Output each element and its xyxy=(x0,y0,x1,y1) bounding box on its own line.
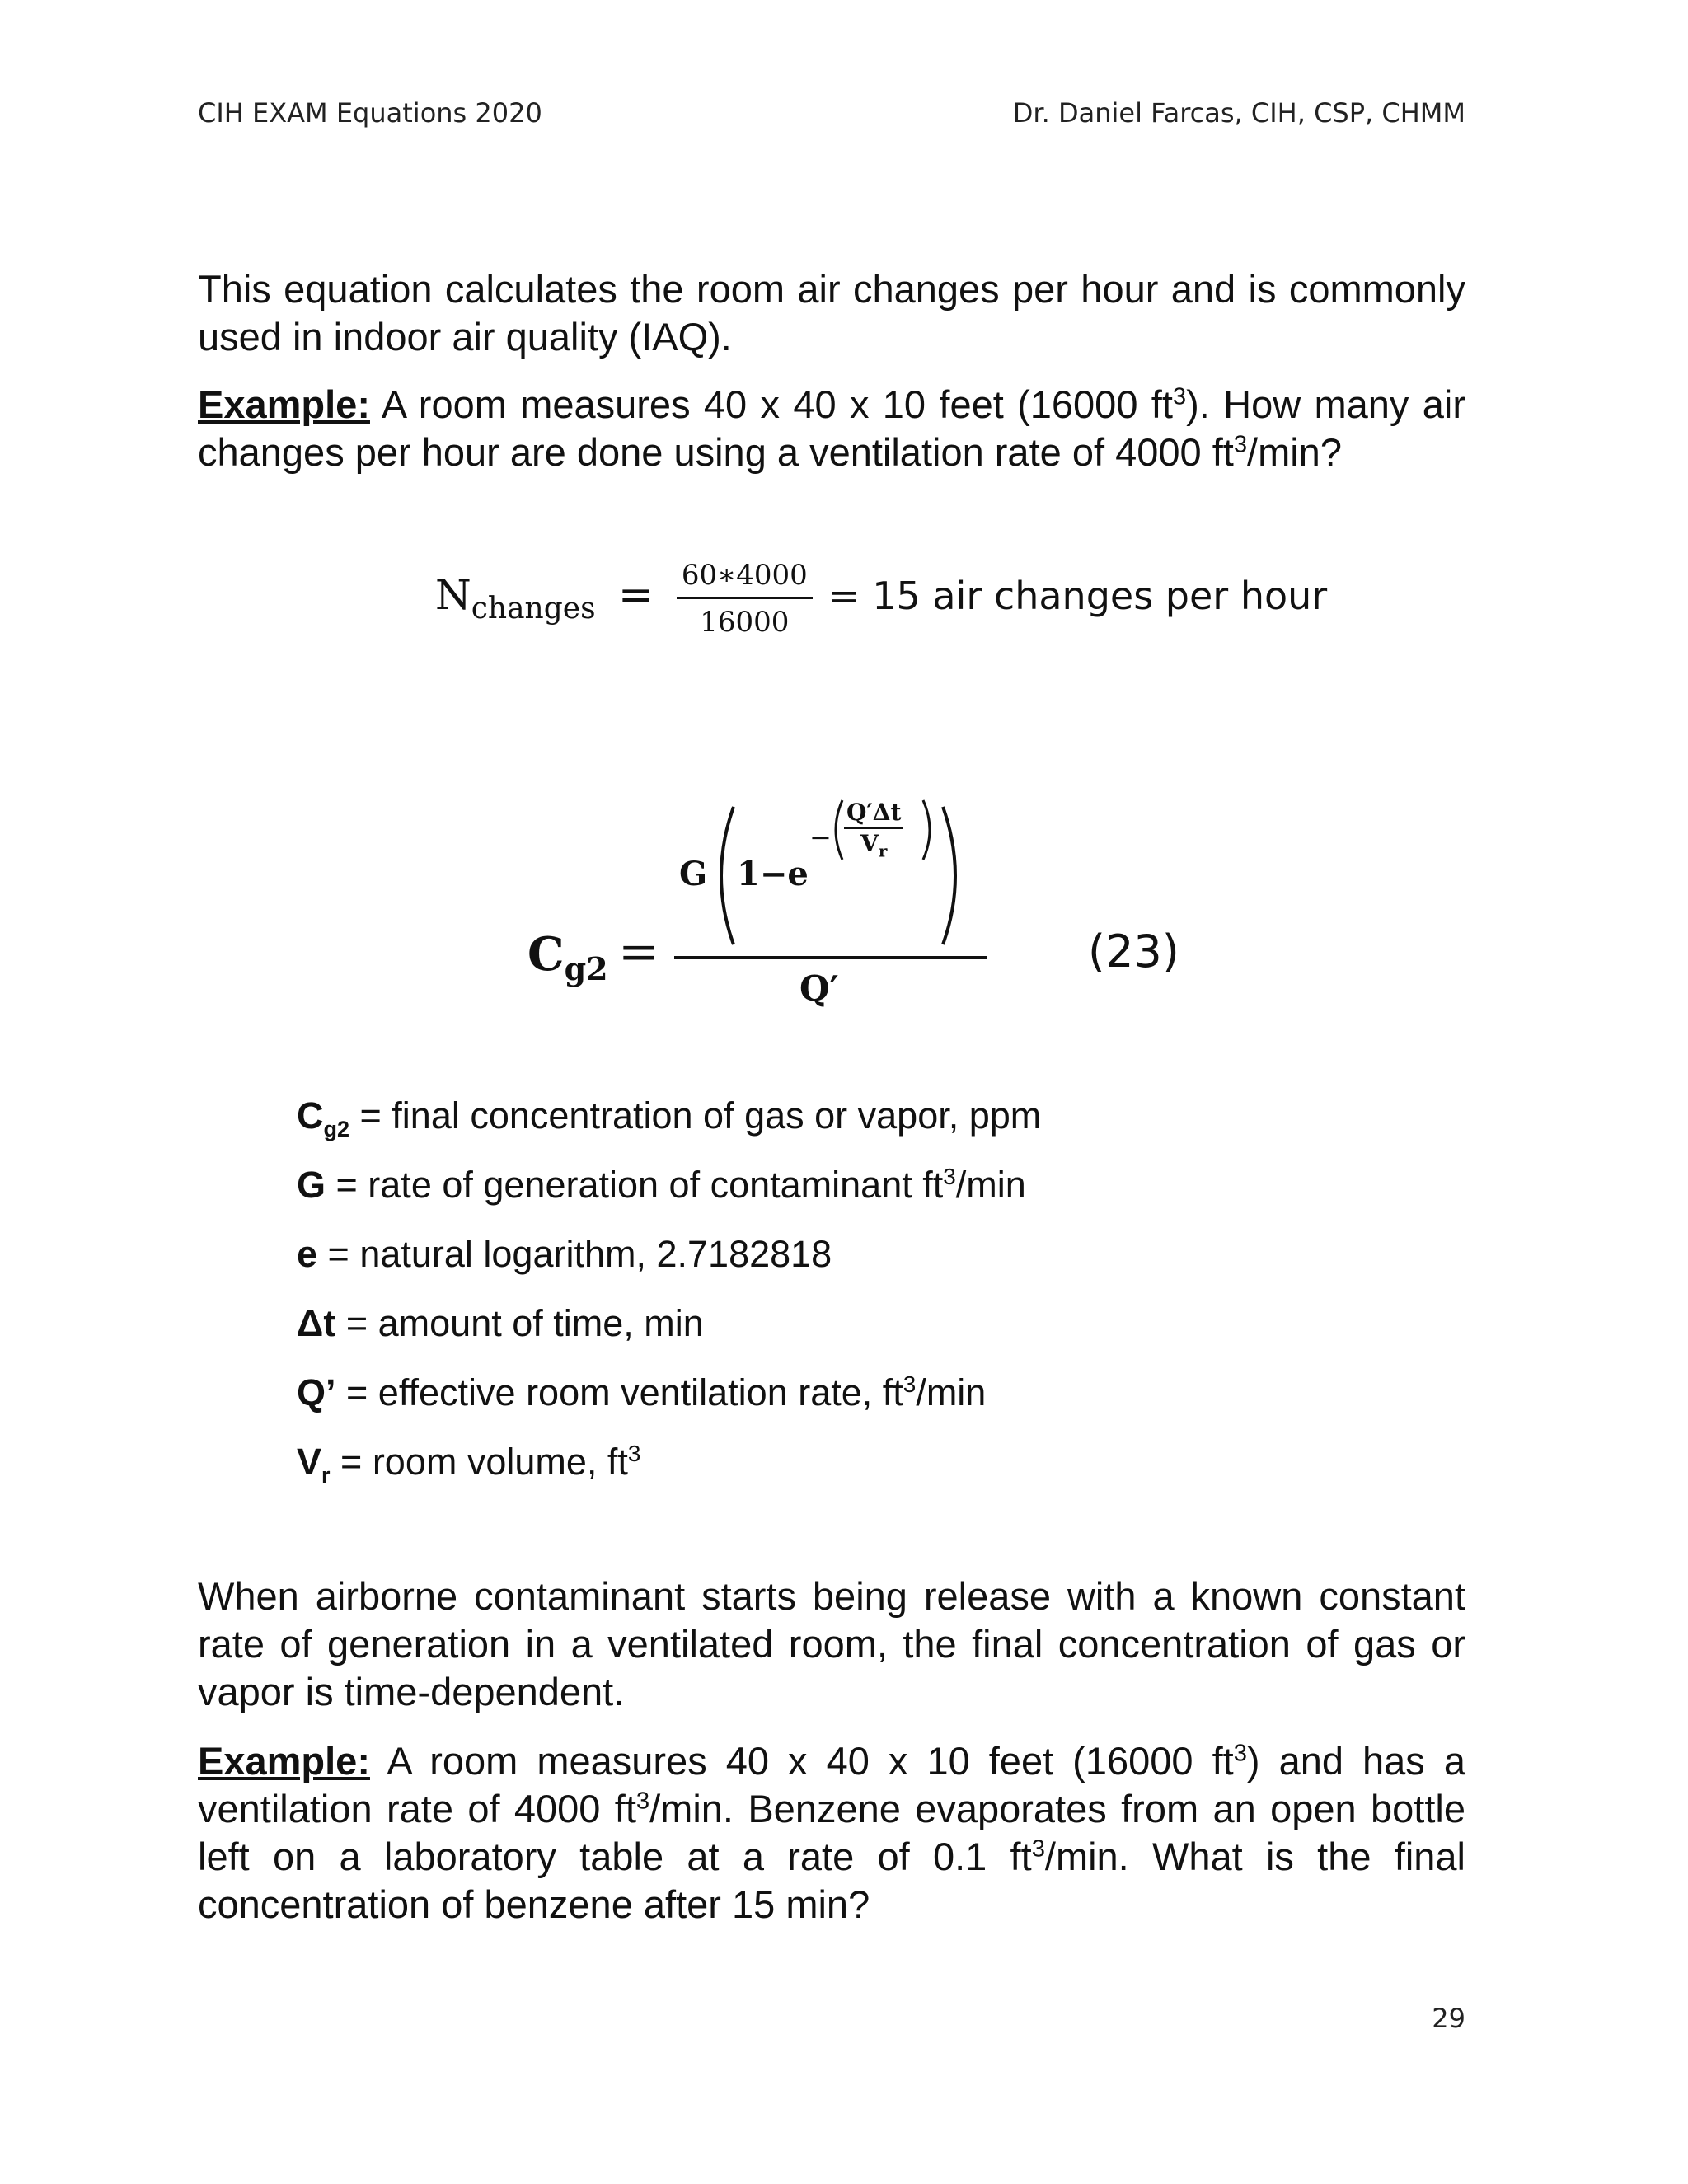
eq23-lhs: $C_{g2}$ xyxy=(528,927,608,988)
variable-q-prime: Q’ = effective room ventilation rate, $ft^3/\min$ xyxy=(297,1371,987,1413)
example-2: Example: A room measures 40 x 40 x 10 feet (16000 $ft^3$) and has a ventilation rate of 4000 $ft^3/\min$. Benzene evaporates from an open bottle left on a laboratory table at a rate of 0.1 $ft^3/\min$. What is the final concentration of benzene after 15 min? xyxy=(198,1739,1466,1926)
variable-g: G = rate of generation of contaminant $ft^3/\min$ xyxy=(297,1164,1026,1206)
eq1-lhs: $N_{changes}$ xyxy=(435,571,596,626)
header-title: CIH EXAM Equations 2020 xyxy=(198,97,542,129)
left-paren-icon xyxy=(706,804,738,948)
page-number: 29 xyxy=(1432,2003,1465,2034)
exp-right-paren-icon xyxy=(920,799,938,861)
variable-e: e = natural logarithm, 2.7182818 xyxy=(297,1233,832,1275)
eq23-exponent-fraction: Q′Δt $V_r$ xyxy=(844,799,903,861)
eq1-fraction: $\frac{60∗4000}{16000}$ xyxy=(677,559,813,639)
exp-left-paren-icon xyxy=(828,799,846,861)
second-paragraph: When airborne contaminant starts being release with a known constant rate of generation in a ventilated room, the final concentration of gas or vapor is time-dependent. xyxy=(198,1574,1465,1713)
equation-23: $C_{g2}$ = G 1−e − Q′Δt $V_r$ Q′ (23) xyxy=(528,795,1253,1034)
eq23-numerator: G 1−e − Q′Δt $V_r$ xyxy=(676,795,981,952)
eq1-result: = 15 air changes per hour xyxy=(828,574,1328,619)
example-label: Example: xyxy=(198,382,370,426)
eq23-denominator: Q′ xyxy=(799,968,839,1009)
equation-air-changes: $N_{changes}$ = $\frac{60∗4000}{16000}$ = 15 air changes per hour xyxy=(435,559,1328,639)
eq23-fraction-bar xyxy=(674,956,987,959)
header-author: Dr. Daniel Farcas, CIH, CSP, CHMM xyxy=(1012,97,1465,129)
equation-number: (23) xyxy=(1088,926,1179,977)
variable-delta-t: Δt = amount of time, min xyxy=(297,1302,704,1344)
variable-cg2: $C_{g2}$ = final concentration of gas or vapor, ppm xyxy=(297,1094,1042,1141)
intro-paragraph: This equation calculates the room air changes per hour and is commonly used in indoor air quality (IAQ). xyxy=(198,267,1465,359)
variable-vr: $V_r$ = room volume, $ft^3$ xyxy=(297,1441,641,1488)
example-label: Example: xyxy=(198,1739,370,1783)
right-paren-icon xyxy=(938,804,971,948)
example-1: Example: A room measures 40 x 40 x 10 feet (16000 $ft^3$). How many air changes per hour are done using a ventilation rate of 4000 $ft^3/\min$? xyxy=(198,382,1465,474)
